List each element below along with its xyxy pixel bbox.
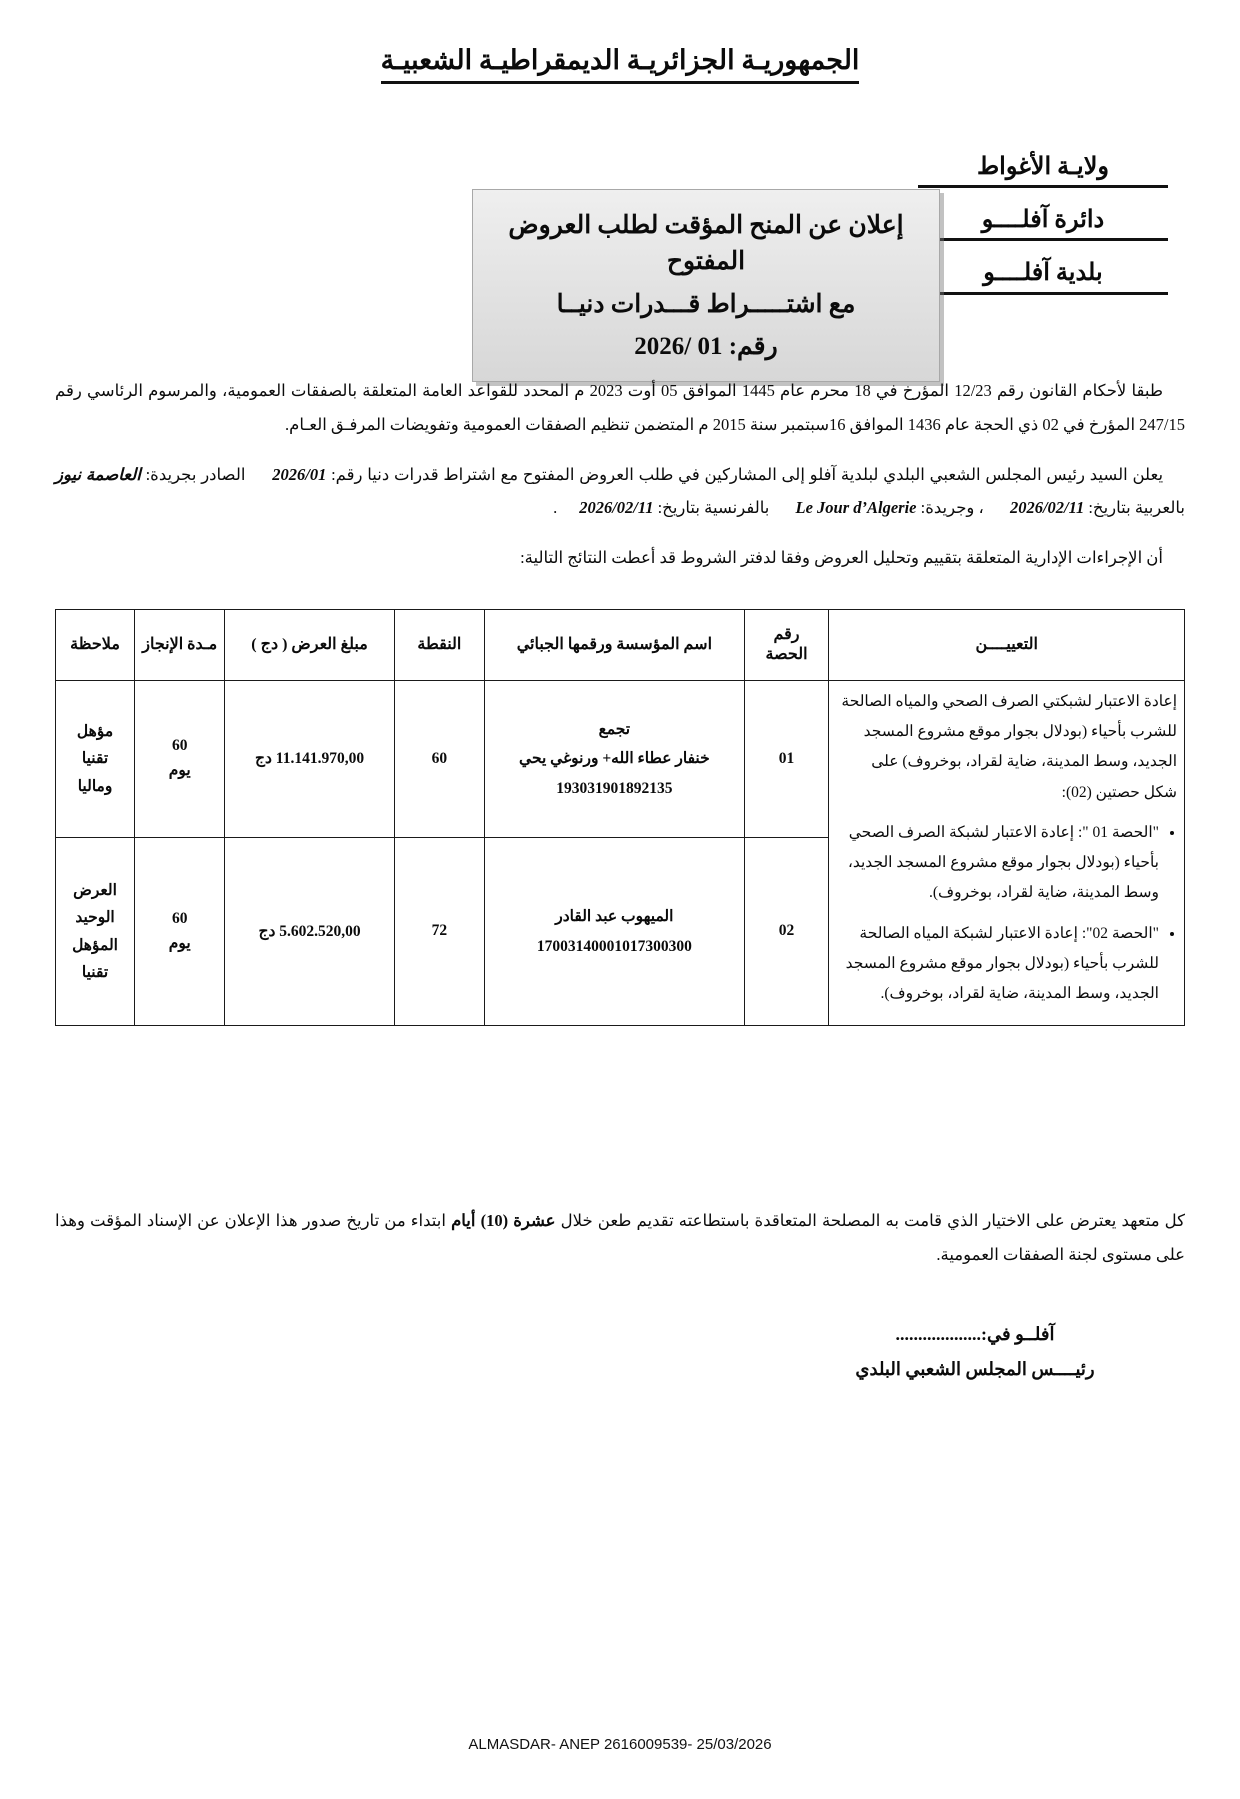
authority-baladia: بلدية آفلــــو [918,258,1168,294]
newspaper-end-punct: . [553,498,558,518]
table-row [56,681,1185,838]
document-header [0,44,1240,84]
title-line-2: مع اشتـــــراط قـــدرات دنيــا [556,290,856,318]
duration-unit: يوم [168,934,191,952]
results-table [55,609,1185,1026]
body-text [55,374,1185,591]
designation-bullet-list [836,818,1177,1009]
newspaper-prefix: بجريدة: [145,464,197,484]
header-company: اسم المؤسسة ورقمها الجبائي [485,610,745,681]
appeal-text-part1: كل متعهد يعترض على الاختيار الذي قامت به المصلحة المتعاقدة باستطاعته تقديم طعن خلال [560,1211,1186,1230]
newspaper-arabic-name: العاصمة نيوز [55,464,141,484]
newspaper-separator: ، وجريدة: [920,498,984,518]
cell-designation [829,681,1185,1026]
announcement-prefix: يعلن السيد رئيس المجلس الشعبي البلدي لبلدية آفلو إلى المشاركين في طلب العروض المفتوح مع اشتراط قدرات دنيا رقم: [331,464,1164,484]
company-name: خنفار عطاء الله+ ورنوغي يحي [519,750,710,768]
header-remark: ملاحظة [56,610,135,681]
designation-bullet-1: • "الحصة 01 ": إعادة الاعتبار لشبكة الصرف الصحي بأحياء (بودلال بجوار موقع مشروع المسجد الجديد، وسط المدينة، ضاية لقراد، بوخروف). [836,818,1159,909]
designation-bullet-2: • "الحصة 02": إعادة الاعتبار لشبكة المياه الصالحة للشرب بأحياء (بودلال بجوار موقع مشروع المسجد الجديد، وسط المدينة، ضاية لقراد، بوخروف). [836,919,1159,1010]
cell-lot-number: 02 [744,837,829,1025]
signature-role: رئيــــس المجلس الشعبي البلدي [855,1359,1095,1379]
newspaper-french-name: Le Jour d’Algerie [795,498,917,518]
duration-unit: يوم [168,761,191,779]
anep-footer: ALMASDAR- ANEP 2616009539- 25/03/2026 [468,1736,772,1753]
duration-value: 60 [171,909,188,927]
signature-location-date: آفلــو في:................... [895,1324,1055,1344]
company-group-label: تجمع [598,720,631,738]
republic-title: الجمهوريـة الجزائريـة الديمقراطيـة الشعبيـة [381,44,860,84]
designation-intro: إعادة الاعتبار لشبكتي الصرف الصحي والمياه الصالحة للشرب بأحياء (بودلال بجوار موقع مشروع المسجد الجديد، وسط المدينة، ضاية لقراد، بوخروف) على شكل حصتين (02): [841,693,1177,801]
title-line-1: إعلان عن المنح المؤقت لطلب العروض المفتوح [508,212,904,276]
header-lot-number: رقم الحصة [744,610,829,681]
cell-company [485,837,745,1025]
header-duration: مـدة الإنجاز [135,610,225,681]
header-designation: التعييــــن [829,610,1185,681]
newspaper-french-date: 2026/02/11 [579,498,654,518]
document-page [0,44,1240,1799]
cell-duration [135,837,225,1025]
authority-block [918,152,1168,312]
results-table-container [55,609,1185,1026]
table-header-row [56,610,1185,681]
signature-block [765,1324,1185,1380]
appeal-text-part2: ابتداء من تاريخ صدور هذا الإعلان عن الإسناد المؤقت وهذا على مستوى لجنة الصفقات العمومية. [55,1211,1185,1264]
cell-company [485,681,745,838]
announcement-title-box [472,189,940,382]
authority-wilaya: ولايـة الأغواط [918,152,1168,188]
company-tax-id: 17003140001017300300 [536,937,692,955]
results-lead-paragraph: أن الإجراءات الإدارية المتعلقة بتقييم وتحليل العروض وفقا لدفتر الشروط قد أعطت النتائج التالية: [520,548,1163,568]
cell-remark: مؤهل تقنيا وماليا [56,681,135,838]
appeal-deadline: عشرة (10) أيام [451,1211,556,1230]
company-name: الميهوب عبد القادر [555,908,674,926]
cell-remark: العرض الوحيد المؤهل تقنيا [56,837,135,1025]
company-tax-id: 193031901892135 [556,779,673,797]
header-amount: مبلغ العرض ( دج ) [225,610,394,681]
cell-amount: 5.602.520,00 دج [225,837,394,1025]
appeal-paragraph [55,1204,1185,1272]
newspaper-arabic-label: بالعربية بتاريخ: [1088,498,1185,518]
cell-lot-number: 01 [744,681,829,838]
header-score: النقطة [394,610,484,681]
cell-score: 72 [394,837,484,1025]
cell-score: 60 [394,681,484,838]
duration-value: 60 [171,737,188,755]
announcement-paragraph [55,458,1185,526]
legal-basis-paragraph: طبقا لأحكام القانون رقم 12/23 المؤرخ في 18 محرم عام 1445 الموافق 05 أوت 2023 م المحدد للقواعد العامة المتعلقة بالصفقات العمومية، والمرسوم الرئاسي رقم 247/15 المؤرخ في 02 ذي الحجة عام 1436 الموافق 16سبتمبر سنة 2015 م المتضمن تنظيم الصفقات العمومية وتفويضات المرفـق العـام. [55,381,1185,434]
newspaper-arabic-date: 2026/02/11 [1009,498,1085,518]
closing-section [55,1204,1185,1288]
cell-amount: 11.141.970,00 دج [225,681,394,838]
cell-duration [135,681,225,838]
announcement-suffix: الصادر [201,464,246,484]
announcement-number: 2026/01 [272,464,327,484]
title-line-3: رقم: 01 /2026 [634,332,778,360]
newspaper-french-label: بالفرنسية بتاريخ: [657,498,770,518]
authority-daira: دائرة آفلــــو [918,205,1168,241]
